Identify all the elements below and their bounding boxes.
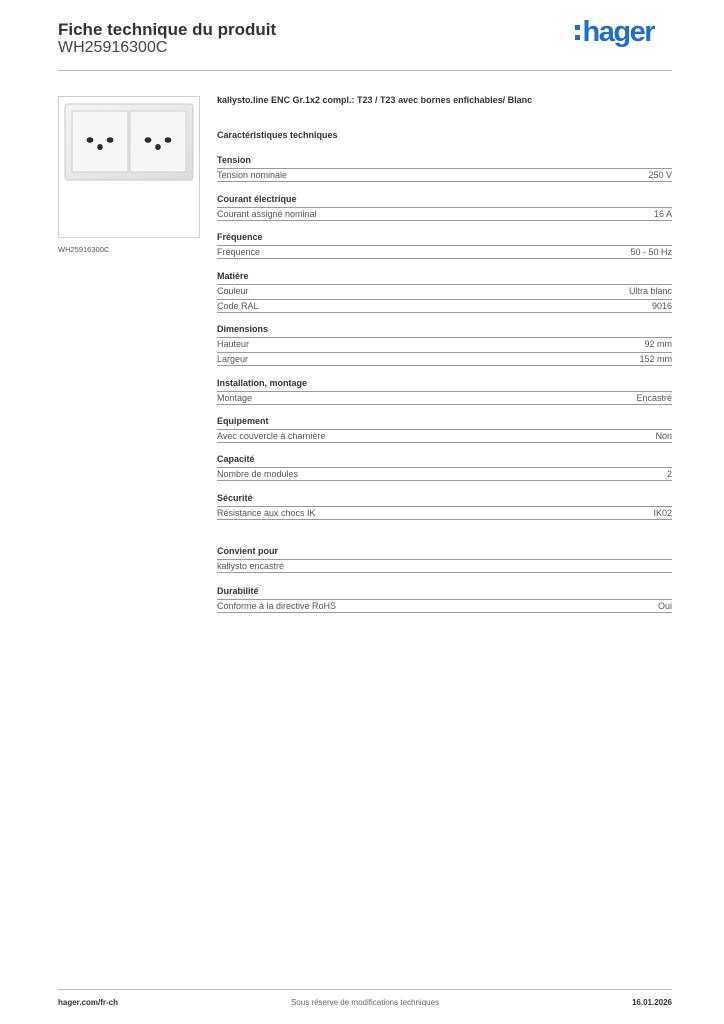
section-title: Equipement bbox=[217, 416, 269, 426]
section-title: Matière bbox=[217, 271, 249, 281]
spec-label: Hauteur bbox=[217, 339, 250, 349]
spec-value: 250 V bbox=[648, 170, 672, 180]
specs-heading: Caractéristiques techniques bbox=[217, 130, 338, 140]
section-title: Capacité bbox=[217, 454, 255, 464]
spec-value: Oui bbox=[657, 601, 672, 611]
spec-label: Nombre de modules bbox=[217, 469, 299, 479]
spec-value: 50 - 50 Hz bbox=[630, 247, 672, 257]
spec-label: Montage bbox=[217, 393, 253, 403]
spec-value: IK02 bbox=[653, 508, 672, 518]
logo-text: hager bbox=[582, 16, 654, 48]
spec-row bbox=[217, 599, 672, 613]
spec-row bbox=[217, 337, 672, 350]
spec-row bbox=[217, 506, 672, 520]
page-footer bbox=[58, 989, 672, 1014]
logo-dots-icon bbox=[575, 25, 580, 40]
product-description: kallysto.line ENC Gr.1x2 compl.: T23 / T23 avec bornes enfichables/ Blanc bbox=[217, 95, 533, 105]
spec-row bbox=[217, 207, 672, 221]
section-title: Dimensions bbox=[217, 324, 269, 334]
spec-row bbox=[217, 284, 672, 297]
spec-row bbox=[217, 391, 672, 405]
spec-value: Encastré bbox=[636, 393, 672, 403]
spec-value: 2 bbox=[666, 469, 672, 479]
section-title: Durabilité bbox=[217, 586, 259, 596]
spec-value: 9016 bbox=[651, 301, 672, 311]
spec-value: 92 mm bbox=[644, 339, 672, 349]
hager-logo bbox=[575, 17, 654, 47]
page-header bbox=[58, 16, 672, 71]
spec-value: 16 A bbox=[653, 209, 672, 219]
spec-label: Fréquence bbox=[217, 247, 261, 257]
product-image bbox=[58, 96, 200, 238]
footer-disclaimer: Sous réserve de modifications techniques bbox=[290, 998, 440, 1007]
spec-row bbox=[217, 168, 672, 182]
spec-label: Tension nominale bbox=[217, 170, 288, 180]
spec-value: Non bbox=[655, 431, 672, 441]
spec-value: Ultra blanc bbox=[628, 286, 672, 296]
section-title: Courant électrique bbox=[217, 194, 297, 204]
spec-label: Résistance aux chocs IK bbox=[217, 508, 316, 518]
spec-row bbox=[217, 559, 672, 573]
spec-label: Couleur bbox=[217, 286, 249, 296]
spec-label: Largeur bbox=[217, 354, 249, 364]
spec-row bbox=[217, 429, 672, 443]
section-title: Installation, montage bbox=[217, 378, 308, 388]
spec-row bbox=[217, 245, 672, 259]
product-code: WH25916300C bbox=[58, 39, 168, 56]
spec-row bbox=[217, 467, 672, 481]
spec-row bbox=[217, 299, 672, 313]
spec-label: Courant assigné nominal bbox=[217, 209, 317, 219]
spec-value: 152 mm bbox=[639, 354, 672, 364]
section-title: Fréquence bbox=[217, 232, 263, 242]
spec-row bbox=[217, 352, 672, 366]
footer-website[interactable]: hager.com/fr-ch bbox=[58, 998, 119, 1007]
footer-date: 16.01.2026 bbox=[631, 998, 672, 1007]
spec-label: Conforme à la directive RoHS bbox=[217, 601, 337, 611]
spec-label: kallysto encastré bbox=[217, 561, 285, 571]
image-caption: WH25916300C bbox=[58, 245, 110, 254]
spec-label: Code RAL bbox=[217, 301, 259, 311]
section-title: Convient pour bbox=[217, 546, 278, 556]
spec-label: Avec couvercle à charnière bbox=[217, 431, 326, 441]
document-title: Fiche technique du produit bbox=[58, 20, 277, 39]
double-socket-icon bbox=[59, 97, 199, 237]
section-title: Sécurité bbox=[217, 493, 253, 503]
section-title: Tension bbox=[217, 155, 251, 165]
